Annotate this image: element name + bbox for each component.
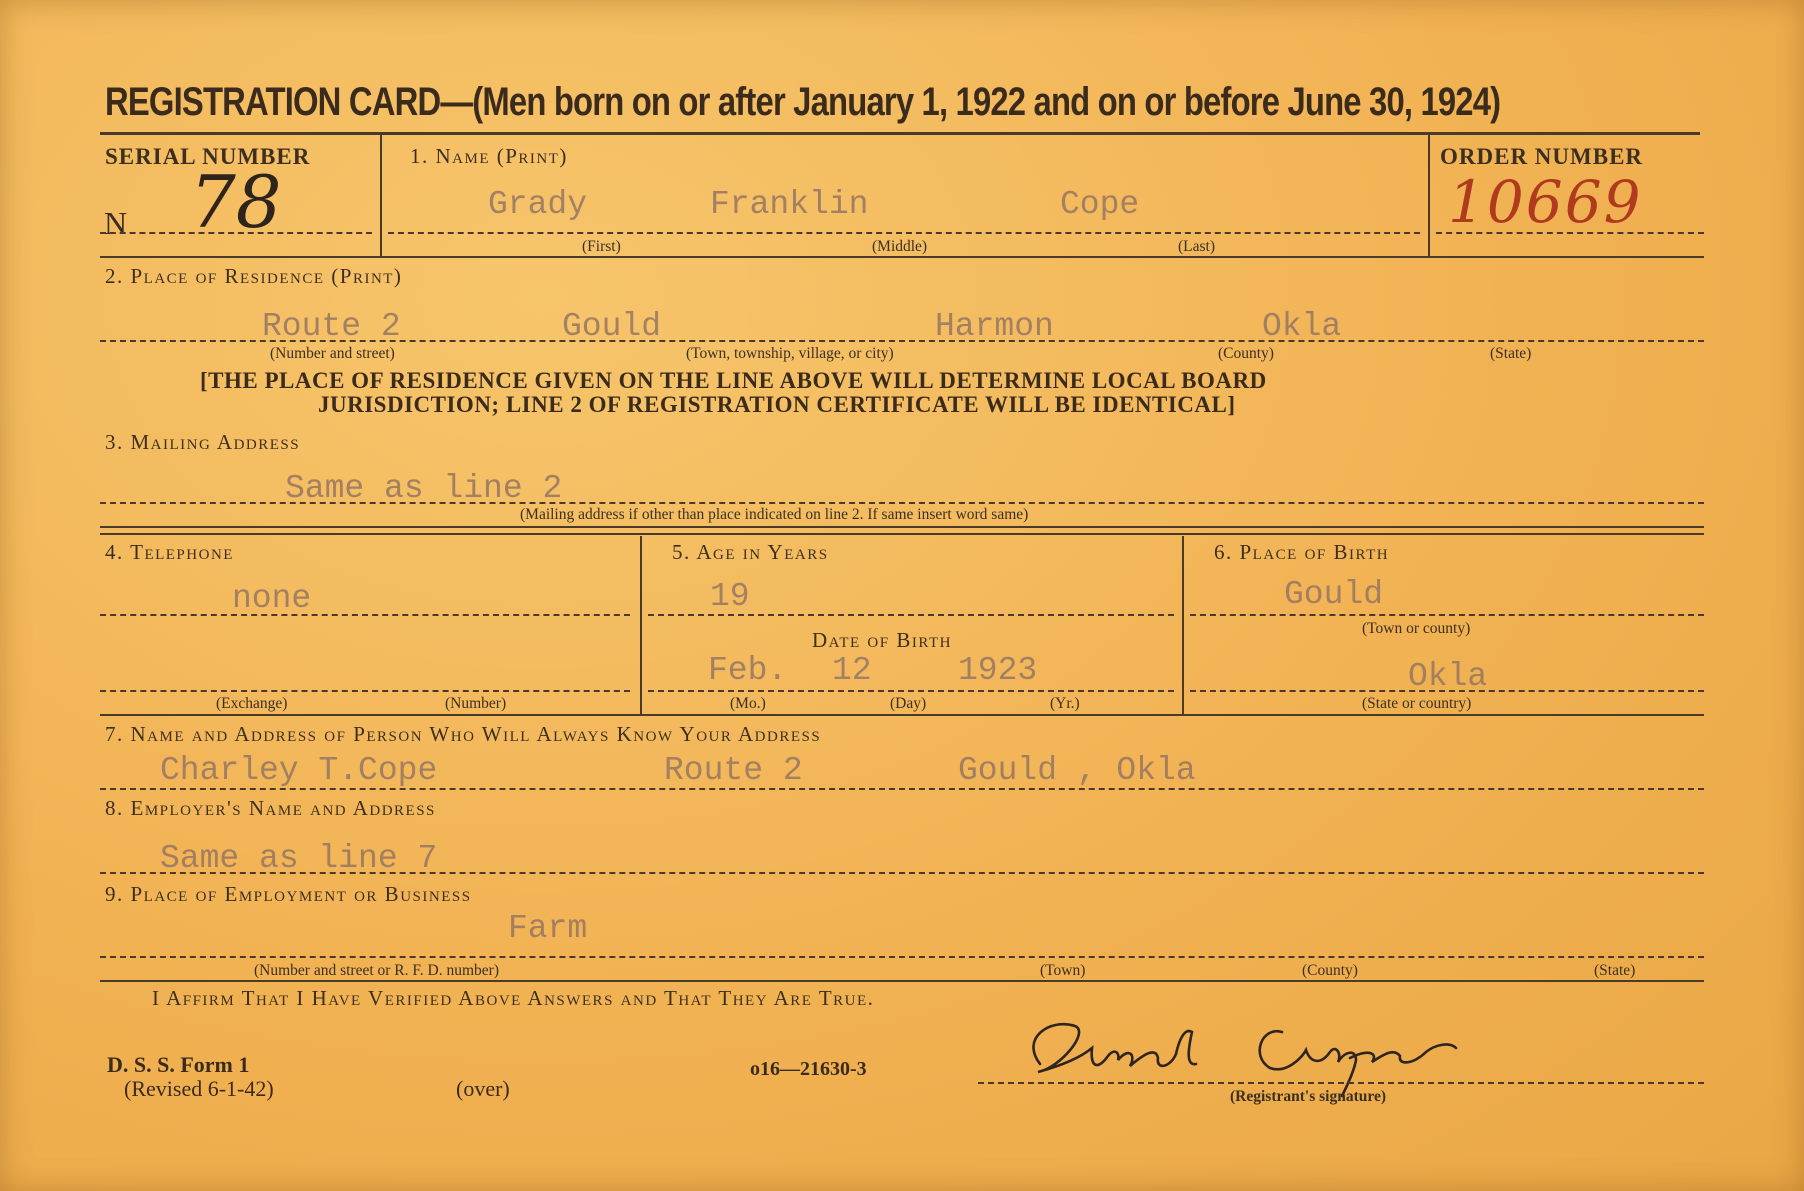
- serial-line: [100, 232, 372, 234]
- dob-label: Date of Birth: [812, 628, 952, 652]
- age-value: 19: [710, 578, 750, 615]
- residence-county-caption: (County): [1218, 345, 1274, 362]
- section-double-rule: [100, 526, 1704, 535]
- dob-line: [648, 690, 1174, 692]
- name-last-caption: (Last): [1178, 238, 1216, 255]
- notice-line-2: JURISDICTION; LINE 2 OF REGISTRATION CERTIFICATE WILL BE IDENTICAL]: [318, 392, 1236, 417]
- employment-label: 9. Place of Employment or Business: [105, 882, 472, 906]
- dob-day-caption: (Day): [890, 695, 927, 712]
- employment-county-caption: (County): [1302, 962, 1358, 979]
- telephone-value: none: [232, 580, 312, 617]
- row4-bottom-rule: [100, 714, 1704, 716]
- telephone-exchange-caption: (Exchange): [216, 695, 288, 712]
- name-last: Cope: [1060, 186, 1140, 223]
- residence-line: [100, 340, 1704, 342]
- name-label: 1. Name (Print): [410, 144, 568, 168]
- order-line: [1436, 232, 1704, 234]
- notice-line-1: [THE PLACE OF RESIDENCE GIVEN ON THE LINE ABOVE WILL DETERMINE LOCAL BOARD: [200, 368, 1267, 393]
- birthplace-town-line: [1190, 614, 1704, 616]
- contact-name: Charley T.Cope: [160, 752, 438, 789]
- age-label: 5. Age in Years: [672, 540, 829, 564]
- serial-number-label: SERIAL NUMBER: [105, 144, 311, 169]
- employment-town-caption: (Town): [1040, 962, 1086, 979]
- residence-state-caption: (State): [1490, 345, 1532, 362]
- birthplace-state-line: [1190, 690, 1704, 692]
- name-first-caption: (First): [582, 238, 621, 255]
- signature-caption: (Registrant's signature): [1230, 1088, 1386, 1105]
- mailing-line: [100, 502, 1704, 504]
- form-code: o16—21630-3: [750, 1058, 867, 1080]
- employer-label: 8. Employer's Name and Address: [105, 796, 436, 820]
- contact-line: [100, 788, 1704, 790]
- employment-state-caption: (State): [1594, 962, 1636, 979]
- telephone-label: 4. Telephone: [105, 540, 234, 564]
- order-divider: [1428, 134, 1430, 256]
- contact-street: Route 2: [664, 752, 803, 789]
- dob-year: 1923: [958, 652, 1038, 689]
- dob-day: 12: [832, 652, 872, 689]
- telephone-line-1: [100, 614, 630, 616]
- dob-year-caption: (Yr.): [1050, 695, 1080, 712]
- order-number-label: ORDER NUMBER: [1440, 144, 1644, 169]
- age-line: [648, 614, 1174, 616]
- mailing-value: Same as line 2: [285, 470, 563, 507]
- row9-bottom-rule: [100, 980, 1704, 982]
- name-first: Grady: [488, 186, 588, 223]
- employment-street-caption: (Number and street or R. F. D. number): [254, 962, 499, 979]
- birthplace-town: Gould: [1284, 576, 1384, 613]
- name-line: [388, 232, 1420, 234]
- affirmation-text: I Affirm That I Have Verified Above Answers and That They Are True.: [152, 986, 875, 1010]
- form-name: D. S. S. Form 1: [107, 1052, 250, 1077]
- dob-month: Feb.: [708, 652, 788, 689]
- mailing-caption: (Mailing address if other than place indicated on line 2. If same insert word same): [520, 506, 1029, 523]
- title-rule: [100, 132, 1700, 135]
- residence-town-caption: (Town, township, village, or city): [686, 345, 894, 362]
- contact-town: Gould , Okla: [958, 752, 1196, 789]
- birthplace-state: Okla: [1408, 658, 1488, 695]
- name-middle-caption: (Middle): [872, 238, 928, 255]
- signature-line: [978, 1082, 1704, 1084]
- residence-town: Gould: [562, 308, 662, 345]
- name-middle: Franklin: [710, 186, 869, 223]
- birthplace-state-caption: (State or country): [1362, 695, 1472, 712]
- col-divider-2: [1182, 536, 1184, 714]
- serial-divider: [380, 134, 382, 256]
- contact-label: 7. Name and Address of Person Who Will Always Know Your Address: [105, 722, 822, 746]
- serial-number-value: 78: [190, 160, 282, 244]
- residence-street: Route 2: [262, 308, 401, 345]
- employer-value: Same as line 7: [160, 840, 438, 877]
- form-revised: (Revised 6-1-42): [124, 1076, 274, 1101]
- telephone-line-2: [100, 690, 630, 692]
- card-title: REGISTRATION CARD—(Men born on or after January 1, 1922 and on or before June 30, 1924): [105, 80, 1501, 124]
- dob-month-caption: (Mo.): [730, 695, 766, 712]
- telephone-number-caption: (Number): [445, 695, 507, 712]
- row1-bottom-rule: [100, 256, 1704, 258]
- col-divider-1: [640, 536, 642, 714]
- residence-label: 2. Place of Residence (Print): [105, 264, 403, 288]
- employer-line: [100, 872, 1704, 874]
- registrant-signature: [980, 1008, 1500, 1098]
- employment-line: [100, 956, 1704, 958]
- residence-county: Harmon: [935, 308, 1054, 345]
- residence-street-caption: (Number and street): [270, 345, 395, 362]
- employment-value: Farm: [508, 910, 588, 947]
- serial-prefix: N: [104, 205, 128, 241]
- birthplace-town-caption: (Town or county): [1362, 620, 1471, 637]
- birthplace-label: 6. Place of Birth: [1214, 540, 1390, 564]
- form-over: (over): [456, 1076, 510, 1101]
- order-number-value: 10669: [1448, 168, 1643, 236]
- residence-state: Okla: [1262, 308, 1342, 345]
- mailing-label: 3. Mailing Address: [105, 430, 301, 454]
